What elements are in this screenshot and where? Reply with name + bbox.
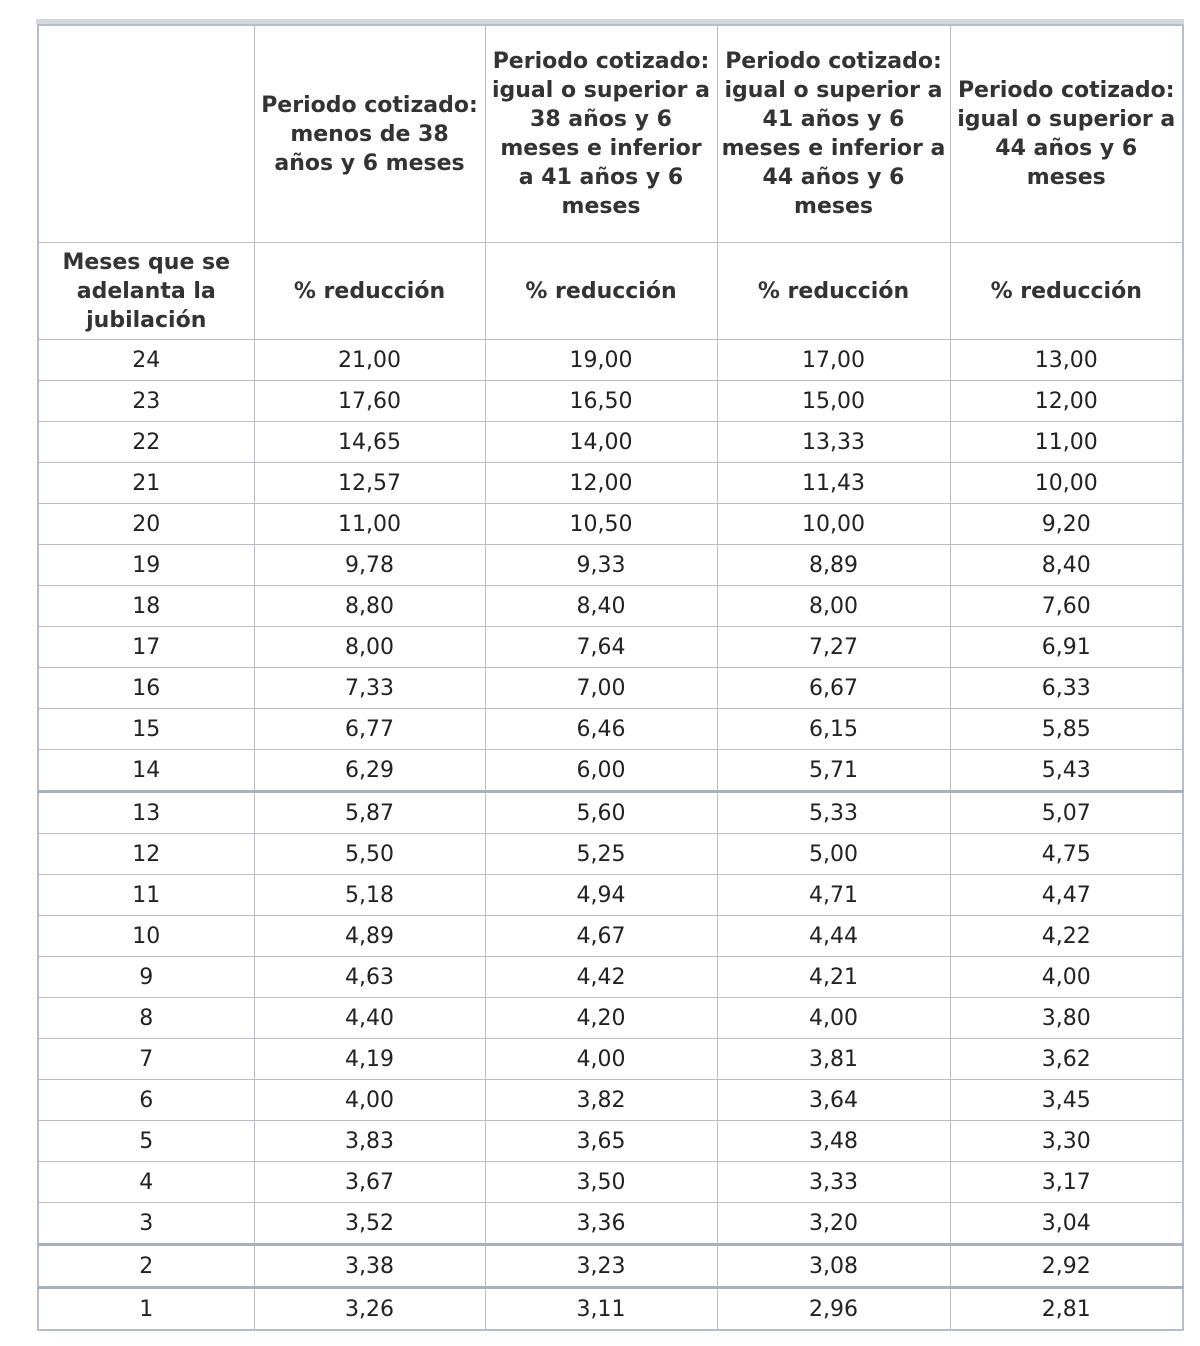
reduction-cell: 3,20 bbox=[717, 1203, 950, 1245]
reduction-cell: 4,89 bbox=[254, 916, 485, 957]
reduction-cell: 5,25 bbox=[485, 834, 717, 875]
reduction-cell: 6,67 bbox=[717, 668, 950, 709]
reduction-cell: 21,00 bbox=[254, 340, 485, 381]
reduction-cell: 3,48 bbox=[717, 1121, 950, 1162]
reduction-cell: 2,96 bbox=[717, 1288, 950, 1331]
months-cell: 2 bbox=[38, 1245, 254, 1288]
reduction-cell: 8,40 bbox=[485, 586, 717, 627]
table-row bbox=[38, 792, 1183, 834]
table-row bbox=[38, 1080, 1183, 1121]
table-row bbox=[38, 998, 1183, 1039]
reduction-cell: 2,81 bbox=[950, 1288, 1183, 1331]
reduction-cell: 5,18 bbox=[254, 875, 485, 916]
reduction-cell: 3,67 bbox=[254, 1162, 485, 1203]
reduction-cell: 14,00 bbox=[485, 422, 717, 463]
period-header-1: Periodo cotizado: menos de 38 años y 6 meses bbox=[254, 25, 485, 243]
reduction-cell: 6,46 bbox=[485, 709, 717, 750]
reduction-cell: 4,19 bbox=[254, 1039, 485, 1080]
months-cell: 11 bbox=[38, 875, 254, 916]
table-row bbox=[38, 1203, 1183, 1245]
reduction-cell: 11,00 bbox=[254, 504, 485, 545]
months-cell: 6 bbox=[38, 1080, 254, 1121]
reduction-cell: 6,33 bbox=[950, 668, 1183, 709]
reduction-cell: 5,43 bbox=[950, 750, 1183, 792]
reduction-cell: 3,52 bbox=[254, 1203, 485, 1245]
table-row bbox=[38, 1245, 1183, 1288]
reduction-cell: 4,71 bbox=[717, 875, 950, 916]
months-cell: 3 bbox=[38, 1203, 254, 1245]
reduction-cell: 8,89 bbox=[717, 545, 950, 586]
reduction-header-1: % reducción bbox=[254, 243, 485, 340]
months-cell: 22 bbox=[38, 422, 254, 463]
months-cell: 13 bbox=[38, 792, 254, 834]
reduction-cell: 4,47 bbox=[950, 875, 1183, 916]
reduction-cell: 10,00 bbox=[717, 504, 950, 545]
reduction-header-4: % reducción bbox=[950, 243, 1183, 340]
reduction-cell: 4,00 bbox=[950, 957, 1183, 998]
reduction-cell: 4,44 bbox=[717, 916, 950, 957]
period-header-4: Periodo cotizado: igual o superior a 44 años y 6 meses bbox=[950, 25, 1183, 243]
reduction-cell: 8,40 bbox=[950, 545, 1183, 586]
reduction-cell: 9,78 bbox=[254, 545, 485, 586]
reduction-cell: 3,04 bbox=[950, 1203, 1183, 1245]
reduction-cell: 8,00 bbox=[254, 627, 485, 668]
months-header: Meses que se adelanta la jubilación bbox=[38, 243, 254, 340]
table-row bbox=[38, 586, 1183, 627]
reduction-cell: 17,60 bbox=[254, 381, 485, 422]
reduction-cell: 13,00 bbox=[950, 340, 1183, 381]
reduction-cell: 3,50 bbox=[485, 1162, 717, 1203]
months-cell: 17 bbox=[38, 627, 254, 668]
reduction-cell: 4,00 bbox=[717, 998, 950, 1039]
reduction-cell: 3,38 bbox=[254, 1245, 485, 1288]
reduction-cell: 7,00 bbox=[485, 668, 717, 709]
table-row bbox=[38, 709, 1183, 750]
months-cell: 23 bbox=[38, 381, 254, 422]
months-cell: 14 bbox=[38, 750, 254, 792]
table-row bbox=[38, 627, 1183, 668]
table-row bbox=[38, 750, 1183, 792]
reduction-cell: 7,60 bbox=[950, 586, 1183, 627]
reduction-cell: 5,33 bbox=[717, 792, 950, 834]
reduction-cell: 4,21 bbox=[717, 957, 950, 998]
reduction-cell: 5,71 bbox=[717, 750, 950, 792]
period-header-2: Periodo cotizado: igual o superior a 38 años y 6 meses e inferior a 41 años y 6 meses bbox=[485, 25, 717, 243]
reduction-cell: 3,36 bbox=[485, 1203, 717, 1245]
reduction-cell: 3,81 bbox=[717, 1039, 950, 1080]
table-row bbox=[38, 381, 1183, 422]
reduction-cell: 2,92 bbox=[950, 1245, 1183, 1288]
reduction-cell: 15,00 bbox=[717, 381, 950, 422]
reduction-cell: 19,00 bbox=[485, 340, 717, 381]
reduction-cell: 5,87 bbox=[254, 792, 485, 834]
reduction-cell: 11,00 bbox=[950, 422, 1183, 463]
reduction-cell: 4,94 bbox=[485, 875, 717, 916]
table-row bbox=[38, 545, 1183, 586]
reduction-cell: 4,22 bbox=[950, 916, 1183, 957]
corner-cell bbox=[38, 25, 254, 243]
table-row bbox=[38, 504, 1183, 545]
reduction-cell: 11,43 bbox=[717, 463, 950, 504]
reduction-cell: 14,65 bbox=[254, 422, 485, 463]
table-row bbox=[38, 1039, 1183, 1080]
reduction-cell: 3,30 bbox=[950, 1121, 1183, 1162]
reduction-cell: 4,00 bbox=[485, 1039, 717, 1080]
months-cell: 10 bbox=[38, 916, 254, 957]
reduction-cell: 4,20 bbox=[485, 998, 717, 1039]
reduction-cell: 3,08 bbox=[717, 1245, 950, 1288]
months-cell: 5 bbox=[38, 1121, 254, 1162]
reduction-cell: 6,77 bbox=[254, 709, 485, 750]
reduction-cell: 12,00 bbox=[950, 381, 1183, 422]
reduction-cell: 13,33 bbox=[717, 422, 950, 463]
months-cell: 18 bbox=[38, 586, 254, 627]
reduction-cell: 10,50 bbox=[485, 504, 717, 545]
reduction-cell: 9,33 bbox=[485, 545, 717, 586]
table-row bbox=[38, 875, 1183, 916]
reduction-cell: 6,91 bbox=[950, 627, 1183, 668]
table-row bbox=[38, 1121, 1183, 1162]
reduction-header-3: % reducción bbox=[717, 243, 950, 340]
reduction-cell: 16,50 bbox=[485, 381, 717, 422]
reduction-cell: 3,64 bbox=[717, 1080, 950, 1121]
reduction-cell: 5,00 bbox=[717, 834, 950, 875]
months-cell: 1 bbox=[38, 1288, 254, 1331]
reduction-cell: 5,50 bbox=[254, 834, 485, 875]
reduction-cell: 6,29 bbox=[254, 750, 485, 792]
months-cell: 20 bbox=[38, 504, 254, 545]
reduction-cell: 3,82 bbox=[485, 1080, 717, 1121]
reduction-cell: 12,00 bbox=[485, 463, 717, 504]
reduction-cell: 5,60 bbox=[485, 792, 717, 834]
table-row bbox=[38, 834, 1183, 875]
table-row bbox=[38, 422, 1183, 463]
months-cell: 9 bbox=[38, 957, 254, 998]
months-cell: 4 bbox=[38, 1162, 254, 1203]
table-row bbox=[38, 340, 1183, 381]
reduction-cell: 8,80 bbox=[254, 586, 485, 627]
reduction-cell: 6,15 bbox=[717, 709, 950, 750]
months-cell: 15 bbox=[38, 709, 254, 750]
reduction-cell: 6,00 bbox=[485, 750, 717, 792]
table-row bbox=[38, 1162, 1183, 1203]
reduction-cell: 3,80 bbox=[950, 998, 1183, 1039]
table-row bbox=[38, 957, 1183, 998]
reduction-cell: 4,42 bbox=[485, 957, 717, 998]
reduction-cell: 4,00 bbox=[254, 1080, 485, 1121]
months-cell: 12 bbox=[38, 834, 254, 875]
reduction-cell: 3,26 bbox=[254, 1288, 485, 1331]
reduction-cell: 8,00 bbox=[717, 586, 950, 627]
reduction-cell: 3,62 bbox=[950, 1039, 1183, 1080]
reduction-cell: 4,63 bbox=[254, 957, 485, 998]
months-cell: 7 bbox=[38, 1039, 254, 1080]
months-cell: 16 bbox=[38, 668, 254, 709]
reduction-cell: 3,33 bbox=[717, 1162, 950, 1203]
period-header-row bbox=[38, 25, 1183, 243]
table-row bbox=[38, 668, 1183, 709]
months-cell: 24 bbox=[38, 340, 254, 381]
reduction-cell: 7,27 bbox=[717, 627, 950, 668]
reduction-cell: 3,23 bbox=[485, 1245, 717, 1288]
months-cell: 21 bbox=[38, 463, 254, 504]
reduction-cell: 3,17 bbox=[950, 1162, 1183, 1203]
reduction-cell: 12,57 bbox=[254, 463, 485, 504]
table-row bbox=[38, 916, 1183, 957]
table-row bbox=[38, 1288, 1183, 1331]
reduction-cell: 9,20 bbox=[950, 504, 1183, 545]
reduction-cell: 7,33 bbox=[254, 668, 485, 709]
reduction-cell: 3,45 bbox=[950, 1080, 1183, 1121]
table-body bbox=[38, 340, 1183, 1331]
reduction-cell: 17,00 bbox=[717, 340, 950, 381]
months-cell: 8 bbox=[38, 998, 254, 1039]
reduction-cell: 3,83 bbox=[254, 1121, 485, 1162]
reduction-cell: 4,75 bbox=[950, 834, 1183, 875]
reduction-cell: 3,65 bbox=[485, 1121, 717, 1162]
reduction-cell: 3,11 bbox=[485, 1288, 717, 1331]
early-retirement-reduction-table bbox=[37, 24, 1184, 1331]
reduction-cell: 7,64 bbox=[485, 627, 717, 668]
period-header-3: Periodo cotizado: igual o superior a 41 años y 6 meses e inferior a 44 años y 6 meses bbox=[717, 25, 950, 243]
reduction-header-2: % reducción bbox=[485, 243, 717, 340]
reduction-cell: 4,67 bbox=[485, 916, 717, 957]
reduction-cell: 4,40 bbox=[254, 998, 485, 1039]
reduction-cell: 5,07 bbox=[950, 792, 1183, 834]
table-row bbox=[38, 463, 1183, 504]
label-header-row bbox=[38, 243, 1183, 340]
months-cell: 19 bbox=[38, 545, 254, 586]
reduction-cell: 5,85 bbox=[950, 709, 1183, 750]
reduction-cell: 10,00 bbox=[950, 463, 1183, 504]
